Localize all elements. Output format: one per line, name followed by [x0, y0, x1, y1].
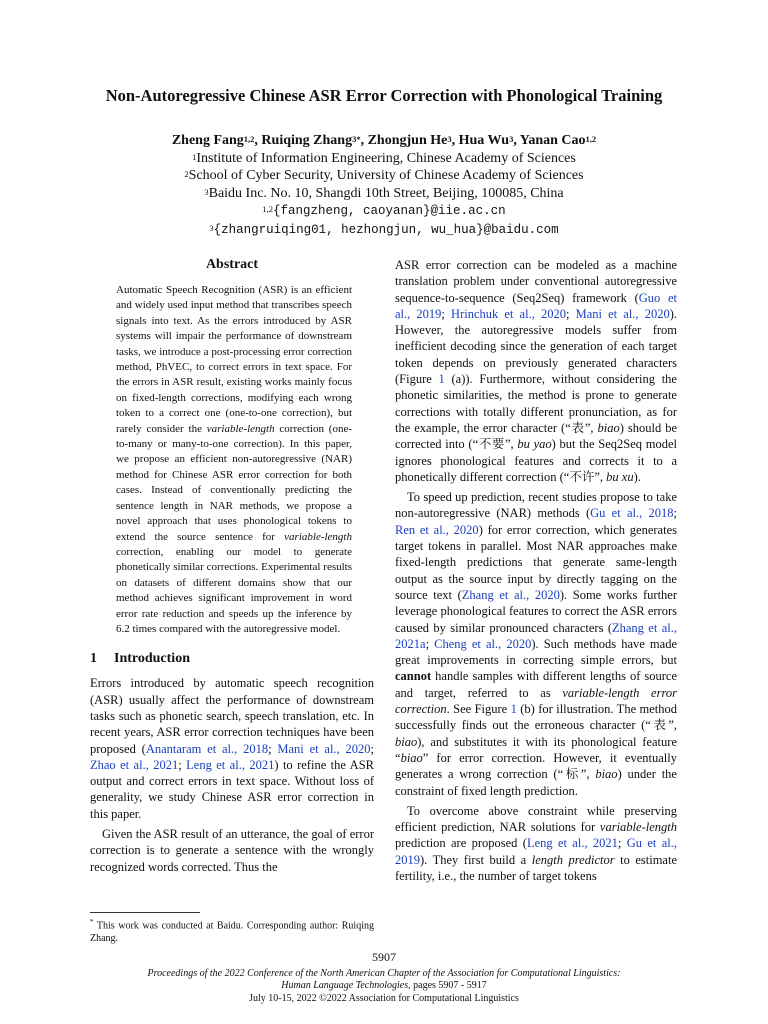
abstract-text: Automatic Speech Recognition (ASR) is an efficient and widely used input method that transcribes speech signals into text. As the errors introduced by ASR systems will impair the performance of downstream tasks, we introduce a post-processing error correction method, PhVEC, to correct errors in text space. For the errors in ASR result, existing works mainly focus on fixed-length corrections, modifying each wrong token to a correct one (one-to-one correction), but rarely consider the [116, 284, 352, 435]
citation-link[interactable]: Zhang et al., 2020 [461, 587, 560, 602]
body-text: (a)). Furthermore, without considering the phonetic similarities, the method is prone to generate corrections with totally different pronunciation, as for the example, the error character (“表”, [395, 372, 677, 435]
author-name: Hua Wu [458, 133, 510, 148]
body-paragraph: To speed up prediction, recent studies propose to take non-autoregressive (NAR) methods (Gu et al., 2018; Ren et al., 2020) for error correction, which generates target tokens in parallel. Most NAR approaches make fixed-length predictions that generate same-length output as the source input by directly tagging on the source text (Zhang et al., 2020). Some works further leverage phonological features to correct the ASR errors caused by similar pronounced characters (Zhang et al., 2021a; Cheng et al., 2020). Such methods have made great improvements in correcting simple errors, but cannot handle samples with different lengths of source and target, referred to as variable-length error correction. See Figure 1 (b) for illustration. The method successfully finds out the erroneous character (“表”, biao), and substitutes it with its phonological feature “biao” for error correction. However, it eventually generates a wrong correction (“标”, biao) under the constraint of fixed length prediction. [395, 490, 678, 798]
abstract-body [116, 283, 352, 637]
author-affil-sup: 1,2 [243, 134, 255, 144]
section-heading-introduction [90, 651, 374, 667]
emphasis-text: variable-length [599, 820, 677, 835]
body-text: ) for error correction, which generates target tokens in parallel. Most NAR approaches make fixed-length predictions that generate same-length output as the source input by directly tagging on the source text ( [395, 522, 677, 602]
citation-link[interactable]: Zhao et al., 2021 [90, 757, 179, 772]
emphasis-text: length predictor [531, 852, 615, 867]
body-text: ). However, the autoregressive models suffer from inefficient decoding since the generation of each target token depends on previously generated characters (Figure [395, 306, 677, 387]
pinyin-text: biao [400, 750, 423, 765]
affiliation-sup: 1 [192, 151, 197, 162]
body-text: ASR error correction can be modeled as a machine translation problem under conventional autoregressive sequence-to-sequence (Seq2Seq) framework ( [395, 258, 677, 305]
author-block [60, 132, 708, 239]
author-affil-sup: 3 [509, 134, 514, 144]
body-text: (b) for illustration. The method successfully finds out the erroneous character (“表”, [395, 702, 678, 733]
affiliation [60, 185, 708, 203]
body-text: Errors introduced by automatic speech recognition (ASR) usually affect the performance of downstream tasks such as phonetic search, speech translation, etc. In recent years, ASR error correction techniques have been proposed ( [90, 676, 374, 756]
body-text: prediction are proposed ( [395, 836, 527, 851]
body-text: to estimate fertility, i.e., the number of target tokens [395, 852, 677, 883]
abstract-heading: Abstract [205, 257, 259, 272]
abstract-text: correction, enabling our model to generate phonetically similar corrections. Experimental results on datasets of different domains show that our method achieves significant improvement in word error rate reduction and speeds up the inference by 6.2 times compared with the autoregressive model. [116, 545, 352, 635]
bold-text: cannot [395, 669, 432, 684]
affiliation-sup: 3 [204, 186, 209, 197]
citation-link[interactable]: Guo et al., 2019 [395, 290, 677, 321]
footnote-mark: * [90, 918, 94, 926]
pinyin-text: biao [395, 734, 418, 749]
proceedings-footer [60, 968, 708, 1005]
body-text: ” for error correction. However, it eventually generates a wrong correction (“标”, [395, 750, 677, 782]
abstract-text: correction (one-to-many or many-to-one correction). In this paper, we propose an efficient non-autoregressive (NAR) method for Chinese ASR error correction for both cases. Instead of conventionally predicting the sentence length in NAR methods, we propose a novel approach that uses phonological tokens to extend the source sentence for [116, 422, 352, 543]
author-name: Zhongjun He [367, 133, 448, 148]
citation-link[interactable]: Cheng et al., 2020 [434, 636, 532, 651]
affiliation-sup: 2 [184, 169, 189, 179]
proceedings-venue: Human Language Technologies [281, 980, 409, 992]
paper-title: Non-Autoregressive Chinese ASR Error Correction with Phonological Training [105, 86, 663, 105]
body-text: ). Some works further leverage phonological features to correct the ASR errors caused by similar pronounced characters ( [395, 587, 678, 635]
body-text: ). [633, 469, 641, 484]
figure-ref-link[interactable]: 1 [510, 702, 517, 717]
email-sup: 1,2 [262, 204, 274, 214]
email-line [60, 202, 708, 221]
body-text: . See Figure [446, 702, 511, 717]
proceedings-line [60, 980, 708, 992]
citation-link[interactable]: Hrinchuk et al., 2020 [451, 306, 566, 321]
email-sup: 3 [209, 222, 214, 233]
footnote [90, 916, 374, 945]
pinyin-text: bu yao [517, 437, 552, 452]
abstract-emphasis: variable-length [206, 422, 275, 435]
proceedings-line: July 10-15, 2022 ©2022 Association for Computational Linguistics [249, 992, 519, 1004]
affiliation-text: School of Cyber Security, University of Chinese Academy of Sciences [188, 168, 584, 183]
proceedings-line: Proceedings of the 2022 Conference of the North American Chapter of the Association for Computational Linguistics: [147, 968, 621, 979]
author-affil-sup: 1,2 [585, 134, 597, 144]
citation-link[interactable]: Mani et al., 2020 [277, 741, 371, 756]
author-name: Zheng Fang [171, 133, 244, 148]
affiliation-text: Baidu Inc. No. 10, Shangdi 10th Street, Beijing, 100085, China [208, 185, 564, 201]
citation-link[interactable]: Leng et al., 2021 [186, 757, 275, 772]
author-affil-sup: 3 [352, 134, 357, 144]
body-text: To speed up prediction, recent studies propose to take non-autoregressive (NAR) methods ( [395, 490, 677, 521]
affiliation-text: Institute of Information Engineering, Chinese Academy of Sciences [196, 150, 576, 166]
body-text: ) should be corrected into (“不要”, [395, 420, 677, 452]
author-names: Zheng Fang$^{1,2}$, Ruiqing Zhang$^{3*}$, Zhongjun He$^3$, Hua Wu$^3$, Yanan Cao$^{1,2}$ [171, 133, 597, 148]
section-number: 1 [90, 651, 97, 667]
author-affil-sup: 3 [447, 134, 452, 144]
body-text: ) but the Seq2Seq model ignores phonological features and corrects it to a phonetically different correction (“不许”, [395, 437, 677, 484]
body-text: ) to refine the ASR output and correct errors in text space. Without loss of generality, we study Chinese ASR error correction in this paper. [90, 757, 374, 821]
citation-link[interactable]: Leng et al., 2021 [526, 836, 618, 851]
section-title: Introduction [114, 651, 190, 667]
pinyin-text: bu xu [606, 469, 634, 484]
body-text: ), and substitutes it with its phonological feature “ [395, 734, 677, 765]
body-text: To overcome above constraint while preserving efficient prediction, NAR solutions for [395, 803, 677, 835]
pinyin-text: biao [597, 420, 620, 435]
corresponding-author-mark: * [356, 134, 361, 144]
emphasis-text: variable-length error correction [395, 685, 677, 717]
right-column [395, 257, 677, 884]
page-number: 5907 [372, 950, 396, 964]
body-paragraph: ASR error correction can be modeled as a machine translation problem under conventional autoregressive sequence-to-sequence (Seq2Seq) framework (Guo et al., 2019; Hrinchuk et al., 2020; Mani et al., 2020). However, the autoregressive models suffer from inefficient decoding since the generation of each target token depends on previously generated characters (Figure 1 (a)). Furthermore, without considering the phonetic similarities, the method is prone to generate corrections with totally different pronunciation, as for the example, the error character (“表”, biao) should be corrected into (“不要”, bu yao) but the Seq2Seq model ignores phonological features and corrects it to a phonetically different correction (“不许”, bu xu). [395, 258, 677, 484]
intro-paragraph: Given the ASR result of an utterance, the goal of error correction is to generate a sentence with the wrongly recognized words corrected. Thus the [90, 827, 374, 874]
body-text: ). Such methods have made great improvements in correcting simple errors, but [395, 636, 677, 668]
footnote-divider [90, 912, 200, 913]
author-name: Yanan Cao [519, 133, 586, 148]
body-text: ). They first build a [420, 852, 532, 867]
citation-link[interactable]: Ren et al., 2020 [395, 522, 479, 537]
affiliation [60, 167, 708, 185]
citation-link[interactable]: Anantaram et al., 2018 [145, 741, 269, 756]
intro-paragraph: Errors introduced by automatic speech recognition (ASR) usually affect the performance of downstream tasks such as phonetic search, speech translation, etc. In recent years, ASR error correction techniques have been proposed (Anantaram et al., 2018; Mani et al., 2020; Zhao et al., 2021; Leng et al., 2021) to refine the ASR output and correct errors in text space. Without loss of generality, we study Chinese ASR error correction in this paper. [90, 676, 374, 821]
body-text: ) under the constraint of fixed length prediction. [395, 767, 677, 798]
figure-ref-link[interactable]: 1 [438, 372, 445, 387]
email-text[interactable]: {fangzheng, caoyanan}@iie.ac.cn [273, 204, 506, 218]
citation-link[interactable]: Gu et al., 2018 [590, 506, 674, 521]
affiliation [60, 150, 708, 168]
abstract-emphasis: variable-length [284, 530, 352, 543]
body-paragraph: To overcome above constraint while preserving efficient prediction, NAR solutions for variable-length prediction are proposed (Leng et al., 2021; Gu et al., 2019). They first build a length predictor to estimate fertility, i.e., the number of target tokens [395, 803, 677, 883]
footnote-text: This work was conducted at Baidu. Corresponding author: Ruiqing Zhang. [90, 920, 374, 945]
email-line [60, 221, 708, 240]
pinyin-text: biao [595, 767, 618, 782]
proceedings-pages: , pages 5907 - 5917 [408, 980, 487, 992]
citation-link[interactable]: Gu et al., 2019 [395, 836, 677, 867]
left-column [90, 257, 374, 875]
body-text: handle samples with different lengths of source and target, referred to as [395, 669, 677, 700]
email-text[interactable]: {zhangruiqing01, hezhongjun, wu_hua}@baidu.com [213, 222, 559, 237]
citation-link[interactable]: Mani et al., 2020 [575, 306, 670, 321]
author-name: Ruiqing Zhang [261, 133, 353, 148]
citation-link[interactable]: Zhang et al., 2021a [395, 620, 677, 651]
